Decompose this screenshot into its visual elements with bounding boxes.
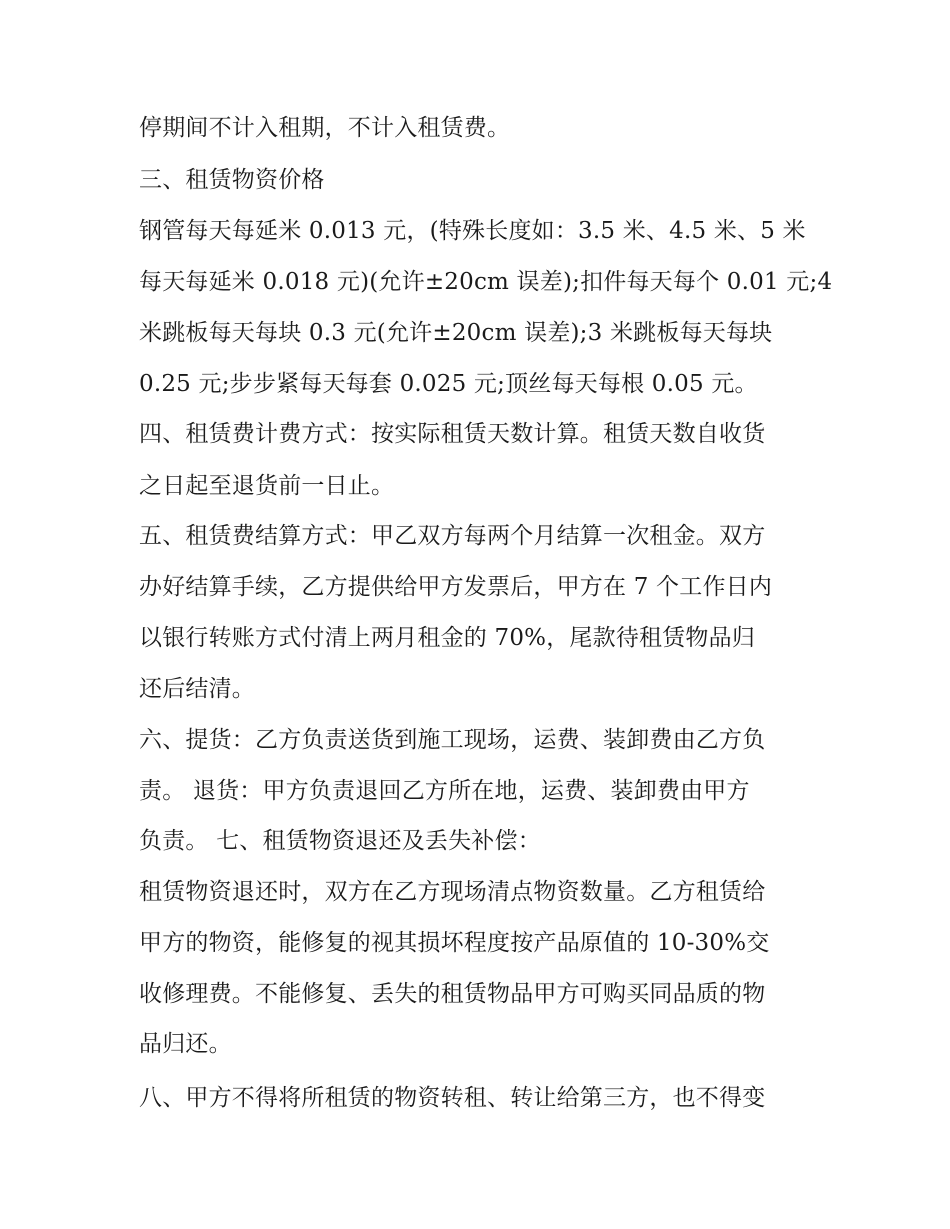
text-line: 负责。 七、租赁物资退还及丢失补偿：: [139, 828, 541, 854]
text-line: 办好结算手续，乙方提供给甲方发票后，甲方在 7 个工作日内: [139, 574, 773, 600]
text-line: 停期间不计入租期，不计入租赁费。: [139, 115, 511, 141]
text-line: 责。 退货：甲方负责退回乙方所在地，运费、装卸费由甲方: [139, 778, 750, 804]
text-line: 钢管每天每延米 0.013 元，(特殊长度如：3.5 米、4.5 米、5 米: [139, 218, 806, 244]
text-line: 收修理费。不能修复、丢失的租赁物品甲方可购买同品质的物: [139, 981, 766, 1007]
text-line: 四、租赁费计费方式：按实际租赁天数计算。租赁天数自收货: [139, 421, 766, 447]
text-line: 甲方的物资，能修复的视其损坏程度按产品原值的 10-30%交: [139, 930, 770, 956]
text-line: 还后结清。: [139, 676, 255, 702]
text-line: 五、租赁费结算方式：甲乙双方每两个月结算一次租金。双方: [139, 523, 766, 549]
text-line: 米跳板每天每块 0.3 元(允许±20cm 误差);3 米跳板每天每块: [139, 320, 773, 346]
text-line: 每天每延米 0.018 元)(允许±20cm 误差);扣件每天每个 0.01 元;4: [139, 269, 833, 295]
text-line: 六、提货：乙方负责送货到施工现场，运费、装卸费由乙方负: [139, 727, 766, 753]
text-line: 租赁物资退还时，双方在乙方现场清点物资数量。乙方租赁给: [139, 879, 766, 905]
text-line: 0.25 元;步步紧每天每套 0.025 元;顶丝每天每根 0.05 元。: [139, 371, 758, 397]
text-line: 以银行转账方式付清上两月租金的 70%，尾款待租赁物品归: [139, 625, 756, 651]
text-line: 之日起至退货前一日止。: [139, 473, 395, 499]
text-line: 品归还。: [139, 1031, 232, 1057]
section-heading: 三、租赁物资价格: [139, 167, 325, 193]
text-line: 八、甲方不得将所租赁的物资转租、转让给第三方，也不得变: [139, 1085, 766, 1111]
